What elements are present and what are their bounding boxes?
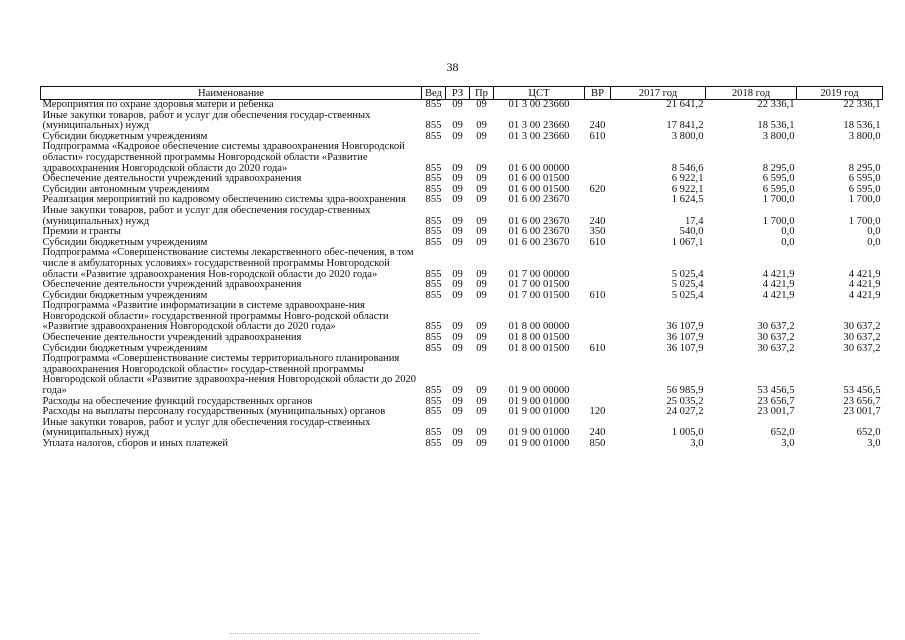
row-pr: 09 [476, 395, 487, 407]
row-ved: 855 [425, 236, 442, 248]
row-2019: 6 595,0 [848, 183, 881, 195]
row-ved: 855 [425, 438, 442, 449]
row-name: Реализация мероприятий по кадровому обеспечению системы здра-воохранения [42, 194, 406, 206]
row-name: Премии и гранты [42, 226, 121, 238]
row-2018: 3 800,0 [762, 130, 795, 142]
row-cst: 01 9 00 01000 [508, 438, 570, 449]
row-2018: 1 700,0 [762, 194, 795, 206]
row-rz: 09 [452, 130, 463, 142]
table-row [41, 111, 883, 132]
row-2018: 8 295,0 [762, 162, 795, 174]
table-row [41, 354, 883, 396]
page-number: 38 [446, 60, 459, 74]
row-rz: 09 [452, 194, 463, 206]
row-name: Субсидии автономным учреждениям [42, 183, 210, 195]
row-2019: 0,0 [867, 236, 881, 248]
row-cst: 01 6 00 23670 [508, 226, 570, 238]
row-rz: 09 [452, 427, 463, 439]
row-2017: 5 025,4 [671, 268, 704, 280]
row-rz: 09 [452, 215, 463, 227]
row-name: Мероприятия по охране здоровья матери и ребенка [42, 99, 274, 110]
header-2017: 2017 год [611, 87, 706, 100]
row-vr: 350 [589, 226, 606, 238]
row-rz: 09 [452, 342, 463, 354]
row-vr: 610 [589, 236, 606, 248]
row-rz: 09 [452, 236, 463, 248]
row-2019: 1 700,0 [848, 215, 881, 227]
row-2019: 3,0 [867, 438, 881, 449]
row-2017: 17,4 [684, 215, 704, 227]
row-2019: 4 421,9 [848, 289, 881, 301]
row-rz: 09 [452, 289, 463, 301]
row-ved: 855 [425, 342, 442, 354]
row-ved: 855 [425, 385, 442, 397]
row-2019: 23 656,7 [843, 395, 881, 407]
row-name: Подпрограмма «Совершенствование системы лекарственного обес-печения, в том числе в амбулаторных условиях» государственной программы Новгородской области «Развитие здравоохранения Нов-городской области до 2020 года» [42, 247, 414, 280]
row-cst: 01 6 00 01500 [508, 173, 570, 185]
row-cst: 01 9 00 00000 [508, 385, 570, 397]
row-2018: 53 456,5 [757, 385, 795, 397]
row-cst: 01 7 00 01500 [508, 279, 570, 291]
row-rz: 09 [452, 162, 463, 174]
row-2018: 18 536,1 [757, 120, 795, 132]
row-pr: 09 [476, 332, 487, 344]
row-ved: 855 [425, 162, 442, 174]
row-rz: 09 [452, 99, 463, 110]
row-2018: 30 637,2 [757, 321, 795, 333]
row-pr: 09 [476, 289, 487, 301]
row-cst: 01 3 00 23660 [508, 99, 570, 110]
row-2017: 36 107,9 [666, 332, 704, 344]
budget-table [40, 86, 883, 450]
row-rz: 09 [452, 321, 463, 333]
row-pr: 09 [476, 321, 487, 333]
row-pr: 09 [476, 215, 487, 227]
row-ved: 855 [425, 120, 442, 132]
row-cst: 01 3 00 23660 [508, 130, 570, 142]
row-ved: 855 [425, 194, 442, 206]
row-2019: 4 421,9 [848, 268, 881, 280]
row-name: Уплата налогов, сборов и иных платежей [42, 438, 229, 449]
row-2018: 4 421,9 [762, 279, 795, 291]
row-rz: 09 [452, 173, 463, 185]
row-2017: 3,0 [690, 438, 704, 449]
row-ved: 855 [425, 173, 442, 185]
row-2017: 6 922,1 [671, 173, 704, 185]
row-rz: 09 [452, 406, 463, 418]
row-2018: 30 637,2 [757, 342, 795, 354]
row-2017: 5 025,4 [671, 279, 704, 291]
header-ved: Вед [422, 87, 446, 100]
row-2017: 24 027,2 [666, 406, 704, 418]
row-2018: 1 700,0 [762, 215, 795, 227]
table-row [41, 248, 883, 280]
row-2018: 22 336,1 [757, 99, 795, 110]
row-vr [585, 142, 611, 174]
row-2019: 18 536,1 [843, 120, 881, 132]
row-ved: 855 [425, 130, 442, 142]
table-row [41, 206, 883, 227]
row-2019: 30 637,2 [843, 342, 881, 354]
row-cst: 01 8 00 01500 [508, 342, 570, 354]
row-2019: 3 800,0 [848, 130, 881, 142]
header-rz: РЗ [446, 87, 470, 100]
row-ved: 855 [425, 183, 442, 195]
row-vr: 850 [589, 438, 606, 449]
row-pr: 09 [476, 279, 487, 291]
row-2017: 1 624,5 [671, 194, 704, 206]
row-name: Иные закупки товаров, работ и услуг для обеспечения государ-ственных (муниципальных) нужд [42, 109, 371, 132]
row-cst: 01 6 00 23670 [508, 194, 570, 206]
row-2019: 4 421,9 [848, 279, 881, 291]
row-ved: 855 [425, 99, 442, 110]
row-ved: 855 [425, 332, 442, 344]
scan-artifact-line [230, 633, 480, 635]
row-name: Подпрограмма «Кадровое обеспечение системы здравоохранения Новгородской области» государственной программы Новгородской области «Развитие здравоохранения Новгородской области до 2020 года» [42, 141, 405, 174]
table-row [41, 100, 883, 111]
row-name: Расходы на выплаты персоналу государственных (муниципальных) органов [42, 406, 386, 418]
table-row [41, 301, 883, 333]
row-name: Субсидии бюджетным учреждениям [42, 289, 208, 301]
table-row [41, 418, 883, 439]
row-2017: 17 841,2 [666, 120, 704, 132]
row-cst: 01 8 00 01500 [508, 332, 570, 344]
row-pr: 09 [476, 342, 487, 354]
row-2018: 0,0 [781, 226, 795, 238]
row-name: Субсидии бюджетным учреждениям [42, 236, 208, 248]
row-cst: 01 9 00 01000 [508, 395, 570, 407]
row-ved: 855 [425, 395, 442, 407]
row-2019: 652,0 [856, 427, 881, 439]
row-ved: 855 [425, 279, 442, 291]
row-rz: 09 [452, 279, 463, 291]
row-vr: 620 [589, 183, 606, 195]
table-body [41, 100, 883, 450]
row-rz: 09 [452, 385, 463, 397]
row-pr: 09 [476, 406, 487, 418]
row-cst: 01 9 00 01000 [508, 427, 570, 439]
row-name: Иные закупки товаров, работ и услуг для обеспечения государ-ственных (муниципальных) нужд [42, 416, 371, 439]
row-ved: 855 [425, 321, 442, 333]
row-name: Обеспечение деятельности учреждений здравоохранения [42, 279, 302, 291]
row-name: Подпрограмма «Развитие информатизации в системе здравоохране-ния Новгородской области» государственной программы Новго-родской области «Развитие здравоохранения Новгородской области до 2020 года» [42, 300, 389, 333]
row-pr: 09 [476, 194, 487, 206]
row-2018: 23 656,7 [757, 395, 795, 407]
row-2019: 53 456,5 [843, 385, 881, 397]
row-pr: 09 [476, 120, 487, 132]
row-pr: 09 [476, 226, 487, 238]
row-2017: 36 107,9 [666, 321, 704, 333]
row-pr: 09 [476, 173, 487, 185]
row-rz: 09 [452, 120, 463, 132]
row-pr: 09 [476, 438, 487, 449]
row-2019: 6 595,0 [848, 173, 881, 185]
row-cst: 01 3 00 23660 [508, 120, 570, 132]
row-2018: 3,0 [781, 438, 795, 449]
row-2017: 25 035,2 [666, 395, 704, 407]
row-ved: 855 [425, 427, 442, 439]
row-2018: 6 595,0 [762, 173, 795, 185]
row-2019: 30 637,2 [843, 321, 881, 333]
row-pr: 09 [476, 385, 487, 397]
row-name: Обеспечение деятельности учреждений здравоохранения [42, 332, 302, 344]
row-2017: 1 005,0 [671, 427, 704, 439]
row-ved: 855 [425, 226, 442, 238]
header-2018: 2018 год [706, 87, 797, 100]
row-ved: 855 [425, 406, 442, 418]
row-pr: 09 [476, 130, 487, 142]
row-vr [585, 195, 611, 206]
row-vr [585, 100, 611, 111]
row-rz: 09 [452, 395, 463, 407]
row-cst: 01 7 00 00000 [508, 268, 570, 280]
row-2019: 0,0 [867, 226, 881, 238]
row-pr: 09 [476, 162, 487, 174]
row-vr [585, 301, 611, 333]
row-vr: 610 [589, 130, 606, 142]
row-name: Субсидии бюджетным учреждениям [42, 130, 208, 142]
row-vr: 610 [589, 289, 606, 301]
row-2018: 652,0 [770, 427, 795, 439]
row-2018: 0,0 [781, 236, 795, 248]
row-2019: 1 700,0 [848, 194, 881, 206]
row-ved: 855 [425, 215, 442, 227]
row-cst: 01 9 00 01000 [508, 406, 570, 418]
row-name: Иные закупки товаров, работ и услуг для обеспечения государ-ственных (муниципальных) нужд [42, 204, 371, 227]
row-vr: 120 [589, 406, 606, 418]
row-cst: 01 6 00 01500 [508, 183, 570, 195]
row-vr [585, 354, 611, 396]
table-row [41, 142, 883, 174]
row-2017: 540,0 [679, 226, 704, 238]
row-2018: 23 001,7 [757, 406, 795, 418]
row-cst: 01 6 00 23670 [508, 215, 570, 227]
header-cst: ЦСТ [494, 87, 585, 100]
row-2019: 22 336,1 [843, 99, 881, 110]
row-2017: 36 107,9 [666, 342, 704, 354]
row-pr: 09 [476, 183, 487, 195]
row-name: Подпрограмма «Совершенствование системы территориального планирования здравоохранения Новгородской области» государ-ственной программы Новгородской области «Развитие здравоохра-нения Новгородской области до 2020 года» [42, 353, 417, 397]
row-ved: 855 [425, 268, 442, 280]
row-name: Расходы на обеспечение функций государственных органов [42, 395, 313, 407]
row-2018: 4 421,9 [762, 268, 795, 280]
row-vr: 240 [589, 427, 606, 439]
row-vr [585, 248, 611, 280]
row-2019: 23 001,7 [843, 406, 881, 418]
row-2017: 8 546,6 [671, 162, 704, 174]
row-2017: 1 067,1 [671, 236, 704, 248]
row-cst: 01 6 00 23670 [508, 236, 570, 248]
row-2017: 6 922,1 [671, 183, 704, 195]
row-cst: 01 6 00 00000 [508, 162, 570, 174]
row-rz: 09 [452, 268, 463, 280]
row-name: Обеспечение деятельности учреждений здравоохранения [42, 173, 302, 185]
row-2017: 5 025,4 [671, 289, 704, 301]
row-vr: 240 [589, 215, 606, 227]
header-2019: 2019 год [797, 87, 883, 100]
row-vr: 240 [589, 120, 606, 132]
table-row [41, 439, 883, 450]
row-ved: 855 [425, 289, 442, 301]
row-pr: 09 [476, 427, 487, 439]
row-2018: 4 421,9 [762, 289, 795, 301]
header-pr: Пр [470, 87, 494, 100]
row-pr: 09 [476, 268, 487, 280]
table-header-row [41, 87, 883, 100]
header-vr: ВР [585, 87, 611, 100]
row-pr: 09 [476, 99, 487, 110]
row-cst: 01 8 00 00000 [508, 321, 570, 333]
header-name: Наименование [41, 87, 422, 100]
row-2017: 21 641,2 [666, 99, 704, 110]
row-name: Субсидии бюджетным учреждениям [42, 342, 208, 354]
row-2019: 8 295,0 [848, 162, 881, 174]
row-pr: 09 [476, 236, 487, 248]
row-2017: 3 800,0 [671, 130, 704, 142]
row-cst: 01 7 00 01500 [508, 289, 570, 301]
row-rz: 09 [452, 226, 463, 238]
row-2018: 6 595,0 [762, 183, 795, 195]
row-rz: 09 [452, 438, 463, 449]
row-2017: 56 985,9 [666, 385, 704, 397]
row-rz: 09 [452, 183, 463, 195]
row-2019: 30 637,2 [843, 332, 881, 344]
row-vr: 610 [589, 342, 606, 354]
row-2018: 30 637,2 [757, 332, 795, 344]
row-rz: 09 [452, 332, 463, 344]
